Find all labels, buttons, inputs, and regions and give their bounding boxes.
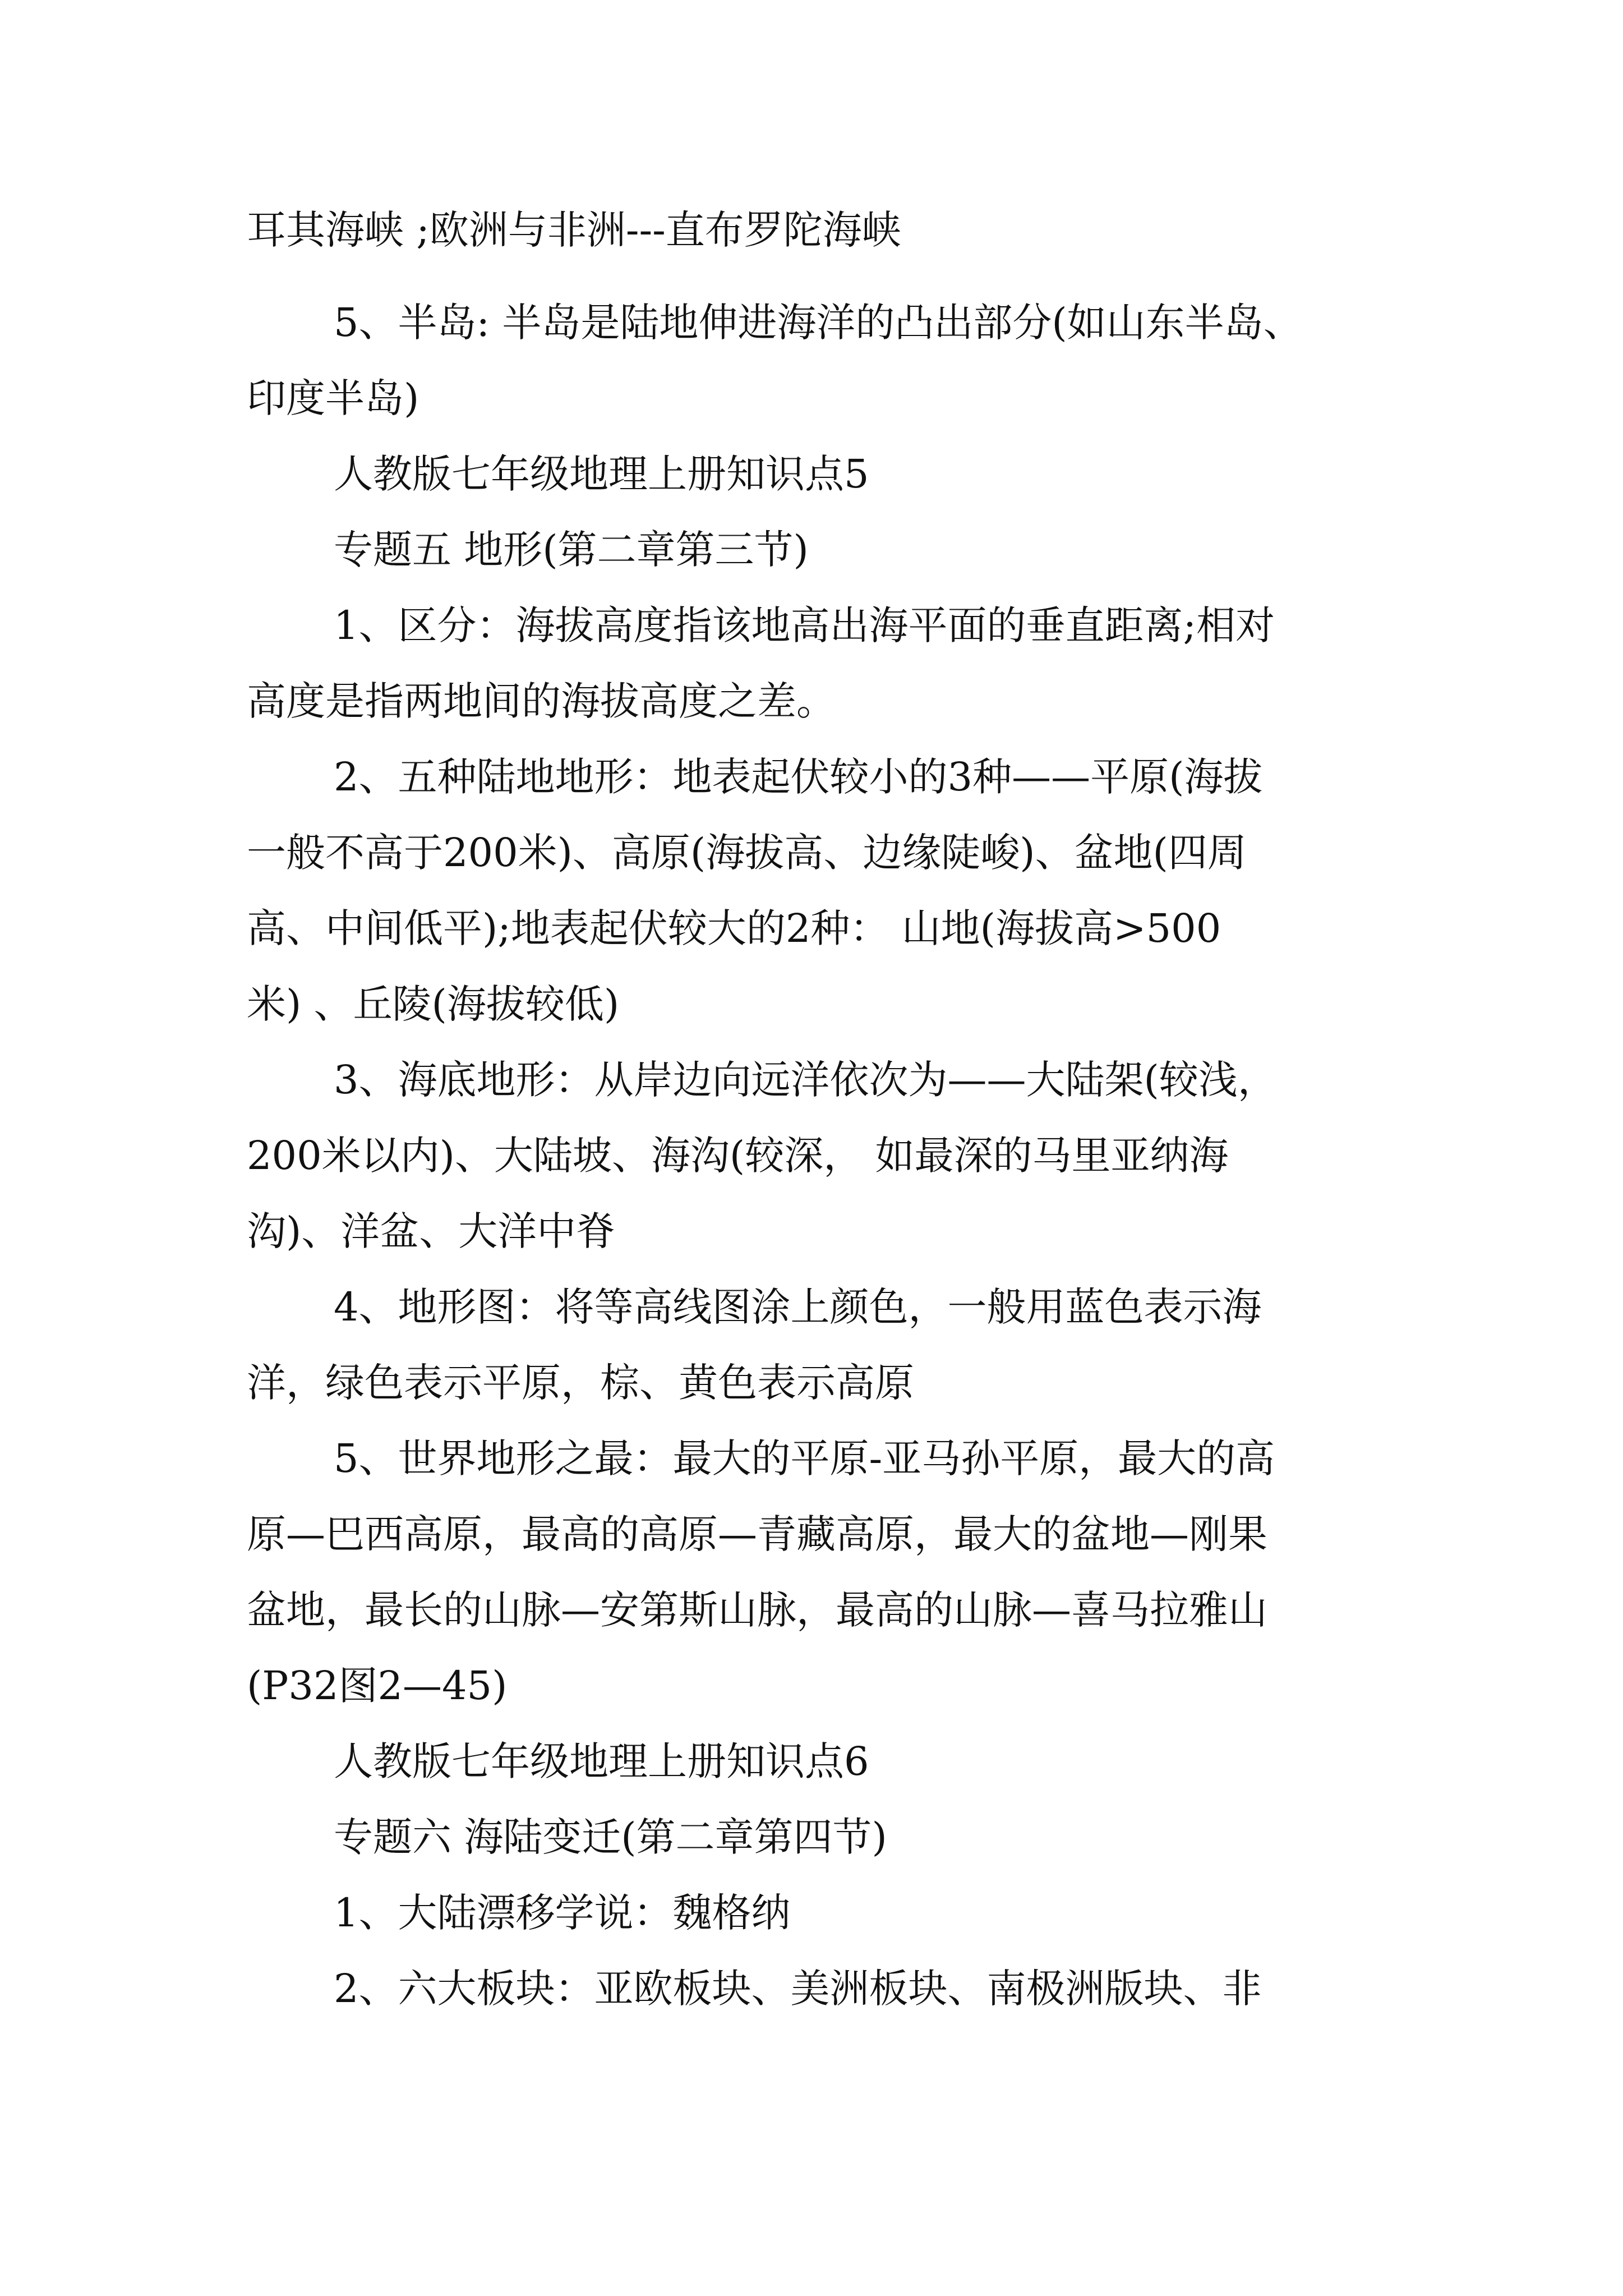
text-line: 高、中间低平);地表起伏较大的2种： 山地(海拔高>500 — [247, 905, 1221, 951]
topic-heading: 专题六 海陆变迁(第二章第四节) — [334, 1814, 887, 1860]
text-line: 盆地，最长的山脉—安第斯山脉，最高的山脉—喜马拉雅山 — [247, 1587, 1267, 1633]
text-line: 一般不高于200米)、高原(海拔高、边缘陡峻)、盆地(四周 — [247, 830, 1247, 876]
text-line: 1、大陆漂移学说：魏格纳 — [334, 1890, 791, 1936]
text-line: 2、六大板块：亚欧板块、美洲板块、南极洲版块、非 — [334, 1966, 1262, 2012]
text-line: 200米以内)、大陆坡、海沟(较深， 如最深的马里亚纳海 — [247, 1133, 1229, 1179]
text-line: 耳其海峡 ;欧洲与非洲---直布罗陀海峡 — [247, 207, 901, 253]
section-heading: 人教版七年级地理上册知识点6 — [334, 1738, 869, 1784]
text-line: 1、区分：海拔高度指该地高出海平面的垂直距离;相对 — [334, 602, 1275, 648]
text-line: 5、世界地形之最：最大的平原-亚马孙平原，最大的高 — [334, 1435, 1275, 1481]
text-line: 原—巴西高原，最高的高原—青藏高原，最大的盆地—刚果 — [247, 1511, 1267, 1557]
text-line: (P32图2—45) — [247, 1663, 508, 1709]
text-line: 洋，绿色表示平原，棕、黄色表示高原 — [247, 1360, 914, 1406]
text-line: 5、半岛: 半岛是陆地伸进海洋的凸出部分(如山东半岛、 — [334, 300, 1303, 346]
text-line: 沟)、洋盆、大洋中脊 — [247, 1208, 616, 1254]
text-line: 米) 、丘陵(海拔较低) — [247, 981, 620, 1027]
topic-heading: 专题五 地形(第二章第三节) — [334, 527, 809, 573]
text-line: 2、五种陆地地形：地表起伏较小的3种——平原(海拔 — [334, 754, 1263, 800]
text-line: 4、地形图：将等高线图涂上颜色，一般用蓝色表示海 — [334, 1284, 1262, 1330]
text-line: 高度是指两地间的海拔高度之差。 — [247, 678, 836, 724]
text-line: 印度半岛) — [247, 375, 419, 421]
section-heading: 人教版七年级地理上册知识点5 — [334, 451, 869, 497]
text-line: 3、海底地形：从岸边向远洋依次为——大陆架(较浅， — [334, 1057, 1277, 1103]
